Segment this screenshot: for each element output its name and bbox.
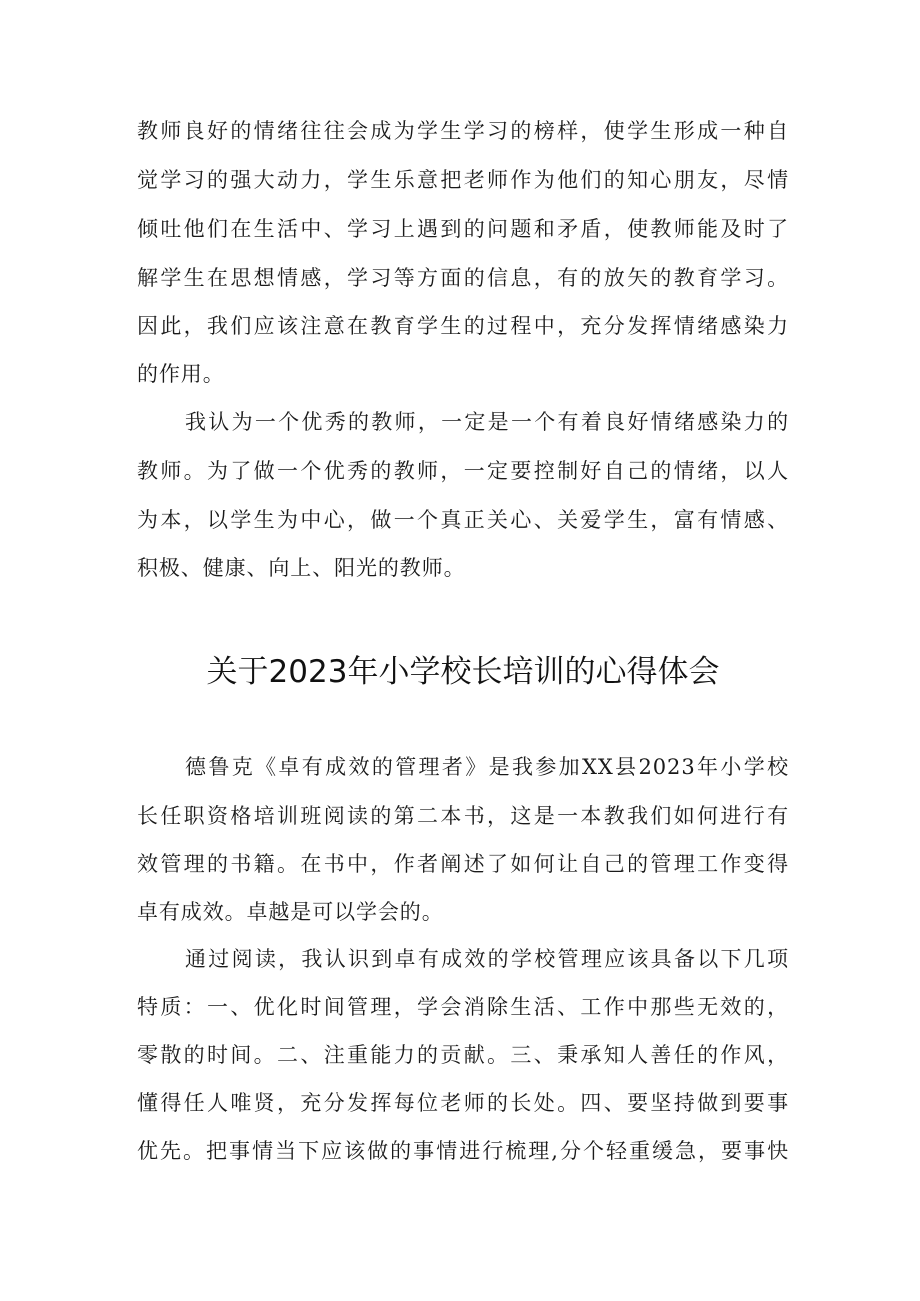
text-line: 优先。把事情当下应该做的事情进行梳理,分个轻重缓急，要事快 <box>137 1139 789 1163</box>
text-line: 为本，以学生为中心，做一个真正关心、关爱学生，富有情感、 <box>137 508 789 532</box>
text-line: 德鲁克《卓有成效的管理者》是我参加XX县2023年小学校 <box>185 755 789 779</box>
text-line: 懂得任人唯贤，充分发挥每位老师的长处。四、要坚持做到要事 <box>137 1091 789 1115</box>
text-line: 零散的时间。二、注重能力的贡献。三、秉承知人善任的作风， <box>137 1043 789 1067</box>
text-line: 卓有成效。卓越是可以学会的。 <box>137 900 444 924</box>
text-line: 通过阅读，我认识到卓有成效的学校管理应该具备以下几项 <box>185 947 789 971</box>
text-line: 长任职资格培训班阅读的第二本书，这是一本教我们如何进行有 <box>137 804 789 828</box>
text-line: 特质：一、优化时间管理，学会消除生活、工作中那些无效的， <box>137 995 789 1019</box>
text-line: 我认为一个优秀的教师，一定是一个有着良好情绪感染力的 <box>185 410 789 434</box>
text-line: 教师。为了做一个优秀的教师，一定要控制好自己的情绪，以人 <box>137 459 789 483</box>
text-line: 解学生在思想情感，学习等方面的信息，有的放矢的教育学习。 <box>137 266 789 290</box>
text-line: 因此，我们应该注意在教育学生的过程中，充分发挥情绪感染力 <box>137 314 789 338</box>
text-line: 的作用。 <box>137 362 225 386</box>
text-line: 效管理的书籍。在书中，作者阐述了如何让自己的管理工作变得 <box>137 852 789 876</box>
text-line: 倾吐他们在生活中、学习上遇到的问题和矛盾，使教师能及时了 <box>137 217 789 241</box>
text-line: 积极、健康、向上、阳光的教师。 <box>137 556 466 580</box>
text-line: 教师良好的情绪往往会成为学生学习的榜样，使学生形成一种自 <box>137 119 789 143</box>
article-title: 关于2023年小学校长培训的心得体会 <box>206 654 720 690</box>
text-line: 觉学习的强大动力，学生乐意把老师作为他们的知心朋友，尽情 <box>137 168 789 192</box>
